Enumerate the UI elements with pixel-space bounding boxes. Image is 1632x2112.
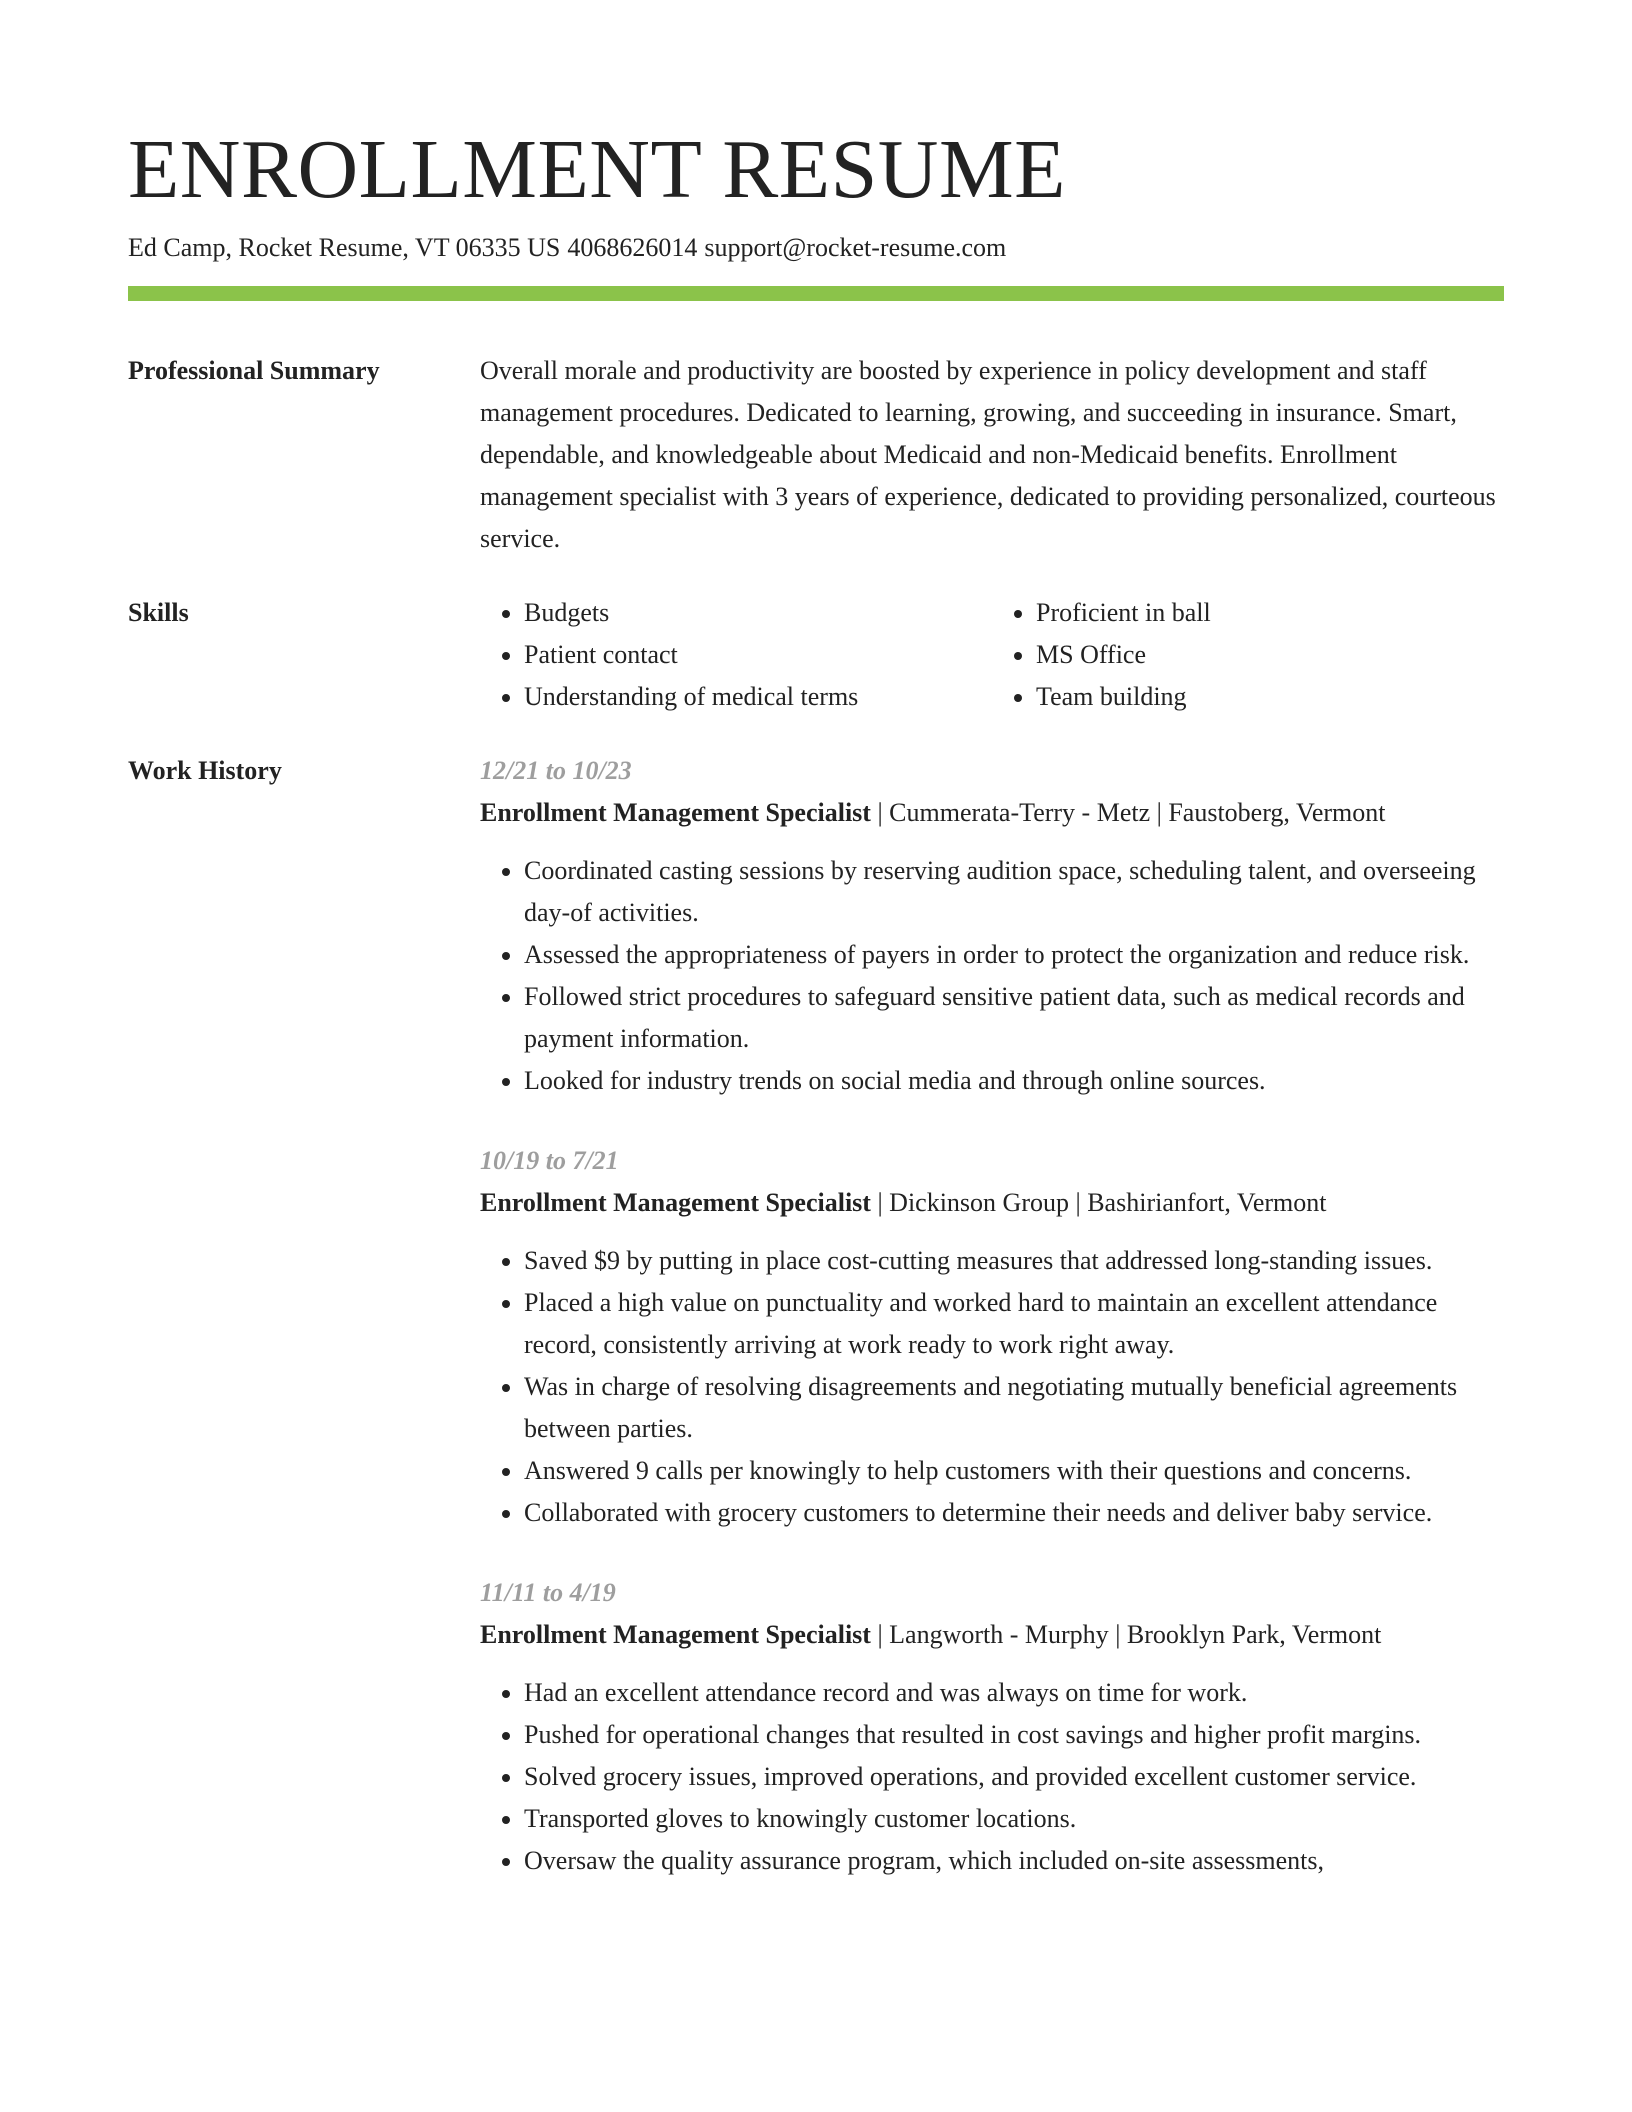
job-entry: [480, 1140, 1504, 1534]
job-bullet: • Followed strict procedures to safeguard sensitive patient data, such as medical records and payment information.: [524, 976, 1504, 1060]
job-dates: 12/21 to 10/23: [480, 756, 632, 785]
job-bullet: • Collaborated with grocery customers to determine their needs and deliver baby service.: [524, 1492, 1504, 1534]
skill-item: • Team building: [1036, 676, 1496, 718]
job-bullet: • Oversaw the quality assurance program, which included on-site assessments,: [524, 1840, 1504, 1882]
contact-email: support@rocket-resume.com: [704, 233, 1007, 262]
job-location: Faustoberg, Vermont: [1168, 798, 1386, 827]
job-dates: 10/19 to 7/21: [480, 1146, 619, 1175]
job-bullets: [480, 850, 1504, 1102]
job-bullet: • Transported gloves to knowingly customer locations.: [524, 1798, 1504, 1840]
job-bullet: • Assessed the appropriateness of payers in order to protect the organization and reduce risk.: [524, 934, 1504, 976]
skill-item: • Budgets: [524, 592, 984, 634]
job-separator: |: [1108, 1620, 1127, 1649]
job-company: Cummerata-Terry - Metz: [889, 798, 1151, 827]
job-title: Enrollment Management Specialist: [480, 1188, 871, 1217]
job-bullet: • Placed a high value on punctuality and worked hard to maintain an excellent attendance record, consistently arriving at work ready to work right away.: [524, 1282, 1504, 1366]
skill-item: • MS Office: [1036, 634, 1496, 676]
skills-body: [480, 592, 1504, 718]
job-location: Bashirianfort, Vermont: [1087, 1188, 1327, 1217]
job-bullet: • Looked for industry trends on social media and through online sources.: [524, 1060, 1504, 1102]
job-bullet: • Pushed for operational changes that resulted in cost savings and higher profit margins.: [524, 1714, 1504, 1756]
contact-line: [128, 230, 1013, 266]
skill-item: • Patient contact: [524, 634, 984, 676]
job-separator: |: [870, 1188, 890, 1217]
job-header: [480, 1614, 1504, 1656]
work-history-heading: Work History: [128, 756, 282, 785]
job-entry: [480, 1572, 1504, 1882]
job-title: Enrollment Management Specialist: [480, 1620, 871, 1649]
work-history-body: [480, 750, 1504, 1920]
header-divider: [128, 286, 1504, 301]
contact-address: Ed Camp, Rocket Resume, VT 06335 US: [128, 233, 561, 262]
job-bullets: [480, 1672, 1504, 1882]
summary-body: [480, 350, 1504, 560]
contact-phone: 4068626014: [567, 233, 698, 262]
skill-item: • Understanding of medical terms: [524, 676, 984, 718]
resume-title: ENROLLMENT RESUME: [128, 123, 1066, 216]
skills-column-2: [984, 592, 1496, 718]
job-dates: 11/11 to 4/19: [480, 1578, 616, 1607]
job-title: Enrollment Management Specialist: [480, 798, 871, 827]
job-separator: |: [870, 1620, 890, 1649]
summary-text: Overall morale and productivity are boosted by experience in policy development and staff management procedures. Dedicated to learning, growing, and succeeding in insurance. Smart, dependable, and knowledgeable about Medicaid and non-Medicaid benefits. Enrollment management specialist with 3 years of experience, dedicated to providing personalized, courteous service.: [480, 356, 1496, 553]
job-bullet: • Answered 9 calls per knowingly to help customers with their questions and concerns.: [524, 1450, 1504, 1492]
job-separator: |: [1069, 1188, 1088, 1217]
job-bullet: • Was in charge of resolving disagreements and negotiating mutually beneficial agreements between parties.: [524, 1366, 1504, 1450]
job-location: Brooklyn Park, Vermont: [1126, 1620, 1382, 1649]
job-separator: |: [1150, 798, 1169, 827]
job-bullet: • Saved $9 by putting in place cost-cutting measures that addressed long-standing issues.: [524, 1240, 1504, 1282]
job-bullet: • Coordinated casting sessions by reserving audition space, scheduling talent, and overseeing day-of activities.: [524, 850, 1504, 934]
skills-columns: [480, 592, 1504, 718]
job-separator: |: [870, 798, 890, 827]
job-header: [480, 1182, 1504, 1224]
job-bullet: • Had an excellent attendance record and was always on time for work.: [524, 1672, 1504, 1714]
skills-column-1: [480, 592, 984, 718]
skills-heading: Skills: [128, 598, 189, 627]
job-entry: [480, 750, 1504, 1102]
job-bullets: [480, 1240, 1504, 1534]
job-bullet: • Solved grocery issues, improved operations, and provided excellent customer service.: [524, 1756, 1504, 1798]
job-company: Dickinson Group: [889, 1188, 1069, 1217]
job-header: [480, 792, 1504, 834]
summary-heading: Professional Summary: [128, 356, 380, 385]
job-company: Langworth - Murphy: [889, 1620, 1109, 1649]
skill-item: • Proficient in ball: [1036, 592, 1496, 634]
